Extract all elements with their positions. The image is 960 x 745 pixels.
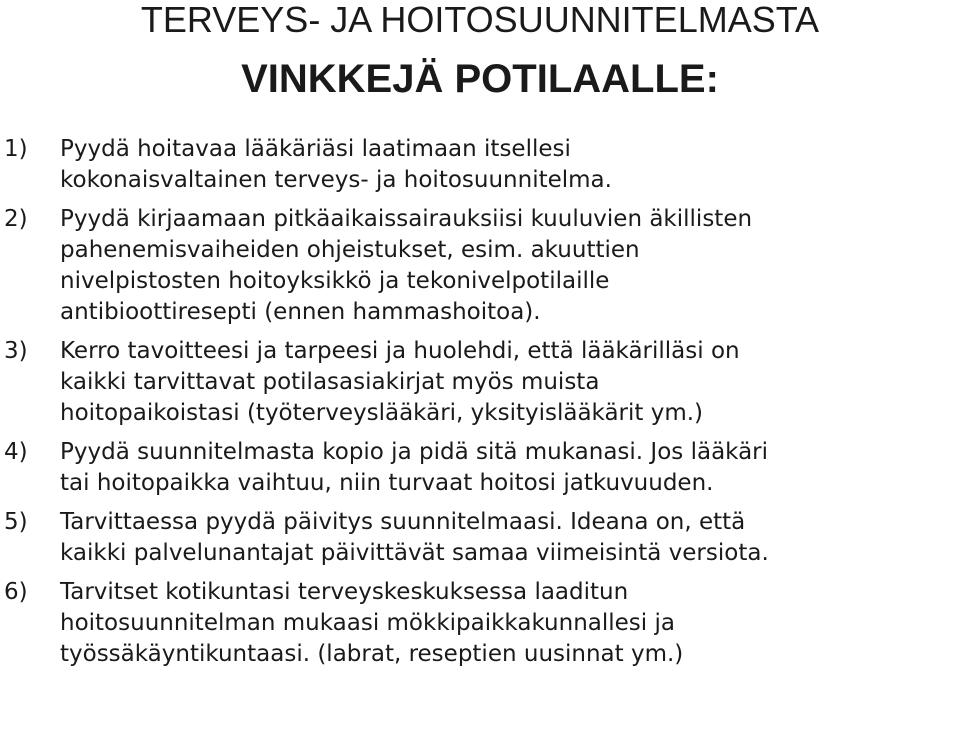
list-item-line: Pyydä suunnitelmasta kopio ja pidä sitä mukanasi. Jos lääkäri <box>60 439 769 465</box>
list-item-number: 1) <box>4 136 28 162</box>
list-item-line: Pyydä kirjaamaan pitkäaikaissairauksiisi kuuluvien äkillisten <box>60 206 753 232</box>
list-item <box>4 437 958 499</box>
list-item <box>4 336 958 429</box>
list-item-line: nivelpistosten hoitoyksikkö ja tekonivelpotilaille <box>60 268 610 294</box>
list-item-line: työssäkäyntikuntaasi. (labrat, reseptien uusinnat ym.) <box>60 641 684 667</box>
list-item-line: tai hoitopaikka vaihtuu, niin turvaat hoitosi jatkuvuuden. <box>60 470 714 496</box>
list-item-line: kaikki palvelunantajat päivittävät samaa viimeisintä versiota. <box>60 540 769 566</box>
list-item-line: Kerro tavoitteesi ja tarpeesi ja huolehdi, että lääkärilläsi on <box>60 338 740 364</box>
list-item-line: antibioottiresepti (ennen hammashoitoa). <box>60 299 541 325</box>
list-item-line: pahenemisvaiheiden ohjeistukset, esim. akuuttien <box>60 237 640 263</box>
tips-list <box>4 134 958 678</box>
list-item-line: hoitosuunnitelman mukaasi mökkipaikkakunnallesi ja <box>60 610 675 636</box>
list-item-number: 6) <box>4 579 28 605</box>
list-item-line: kaikki tarvittavat potilasasiakirjat myös muista <box>60 369 600 395</box>
list-item-line: hoitopaikoistasi (työterveyslääkäri, yksityislääkärit ym.) <box>60 400 704 426</box>
list-item-number: 3) <box>4 338 28 364</box>
list-item-line: Pyydä hoitavaa lääkäriäsi laatimaan itsellesi <box>60 136 571 162</box>
list-item-number: 4) <box>4 439 28 465</box>
list-item-number: 2) <box>4 206 28 232</box>
slide-title: TERVEYS- JA HOITOSUUNNITELMASTA <box>140 0 820 40</box>
list-item-line: Tarvitset kotikuntasi terveyskeskuksessa laaditun <box>60 579 629 605</box>
list-item <box>4 577 958 670</box>
list-item <box>4 134 958 196</box>
list-item-line: Tarvittaessa pyydä päivitys suunnitelmaasi. Ideana on, että <box>60 509 746 535</box>
list-item-line: kokonaisvaltainen terveys- ja hoitosuunnitelma. <box>60 167 612 193</box>
list-item-number: 5) <box>4 509 28 535</box>
list-item <box>4 507 958 569</box>
slide-subtitle: VINKKEJÄ POTILAALLE: <box>241 57 719 101</box>
list-item <box>4 204 958 328</box>
